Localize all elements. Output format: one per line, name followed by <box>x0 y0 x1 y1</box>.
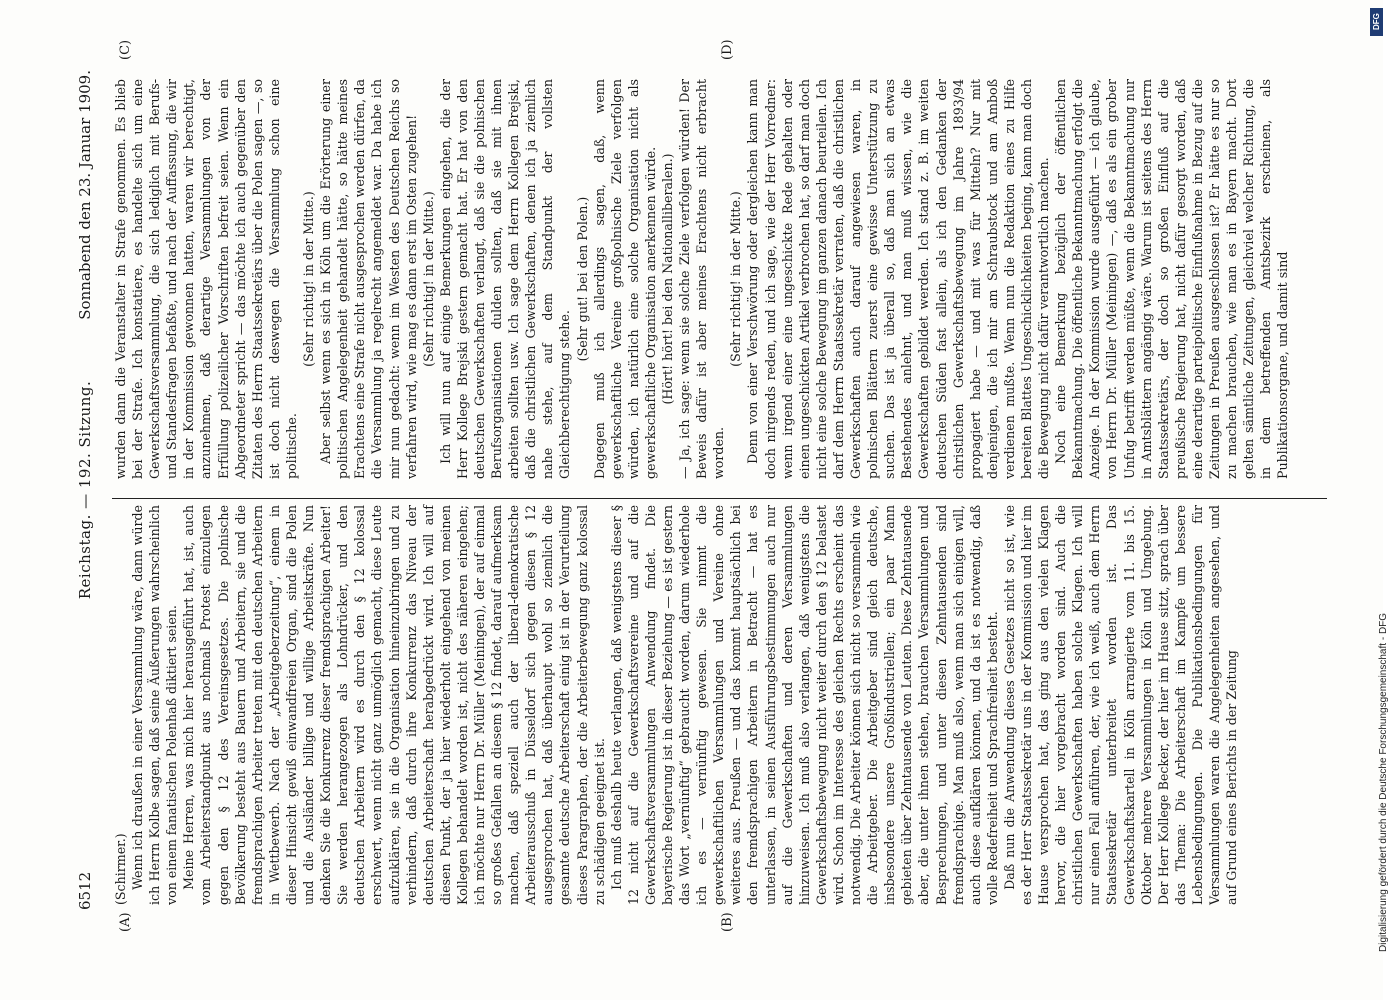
paragraph: Dagegen muß ich allerdings sagen, daß, wenn gewerkschaftliche Vereine großpolnische Ziele verfolgen würden, ich natürlich eine solche Organisation nicht als gewerkschaftliche Organisation anerkennen würde. <box>591 79 658 479</box>
interjection: (Sehr richtig! in der Mitte.) <box>728 191 744 367</box>
paragraph: Aber selbst wenn es sich in Köln um die Erörterung einer politischen Angelegenheit gehandelt hätte, so hätte meines Erachtens eine Strafe nicht ausgesprochen werden dürfen, da die Versammlung ja regelrecht angemeldet war. Da habe ich mir nun gedacht: wenn im Westen des Deutschen Reichs so verfahren wird, wie mag es dann erst im Osten zugehen! <box>318 79 419 479</box>
paragraph: wurden dann die Veranstalter in Strafe genommen. Es blieb bei der Strafe. Ich konstatiere, es handelte sich um eine Gewerkschaftsversammlung, die sich lediglich mit Berufs- und Standesfragen befaßte, und nach der Auffassung, die wir in der Kommission gewonnen hatten, waren wir berechtigt, anzunehmen, daß derartige Versammlungen von der Erfüllung polizeilicher Vorschriften befreit seien. Wenn ein Abgeordneter spricht — das möchte ich auch gegenüber den Zitaten des Herrn Staatssekretärs über die Polen sagen —, so ist doch nicht deswegen die Versammlung schon eine politische. <box>113 79 299 479</box>
paragraph: Ich muß deshalb heute verlangen, daß wenigstens dieser § 12 nicht auf die Gewerkschaftsvereine und auf die Gewerkschaftsversammlungen Anwendung findet. Die bayerische Regierung ist in dieser Beziehung — es ist gestern das Wort „vernünftig“ gebraucht worden, darum wiederhole ich es — vernünftig gewesen. Sie nimmt die gewerkschaftlichen Versammlungen und Vereine ohne weiteres aus. Preußen — und das kommt hauptsächlich bei den fremdsprachigen Arbeitern in Betracht — hat es unterlassen, in seinen Ausführungsbestimmungen auch nur auf die Gewerkschaften und deren Versammlungen hinzuweisen. Ich muß also verlangen, daß wenigstens die Gewerkschaftsbewegung nicht weiter durch den § 12 belastet wird. Schon im Interesse des gleichen Rechts erscheint das notwendig. Die Arbeiter können sich nicht so versammeln wie die Arbeitgeber. Die Arbeitgeber sind gleich deutsche, insbesondere unsere Großindustriellen; ein paar Mann gebieten über Zehntausende von Leuten. Diese Zehntausende aber, die unter ihnen stehen, brauchen Versammlungen und Besprechungen, und unter diesen Zehntausenden sind fremdsprachige. Man muß also, wenn man sich einigen will, auch diese aufklären können, und da ist es notwendig, daß volle Redefreiheit und Sprachfreiheit besteht. <box>608 505 1000 905</box>
paragraph: Noch eine Bemerkung bezüglich der öffentlichen Bekanntmachung. Die öffentliche Bekanntmachung erfolgt die Anzeige. In der Kommission wurde ausgeführt — ich glaube, von Herrn Dr. Müller (Meiningen) —, daß es als ein grober Unfug betrifft werden müßte, wenn die Bekanntmachung nur in Amtsblättern angängig wäre. Warum ist seitens des Herrn Staatssekretärs, der doch so großen Einfluß auf die preußische Regierung hat, nicht dafür gesorgt worden, daß eine derartige parteipolitische Einflußnahme in Bezug auf die Zeitungen in Preußen ausgeschlossen ist? Er hätte es nur so zu machen brauchen, wie man es in Bayern macht. Dort gelten sämtliche Zeitungen, gleichviel welcher Richtung, die in dem betreffenden Amtsbezirk erscheinen, als Publikationsorgane, und damit sind <box>1053 79 1291 479</box>
paragraph: Wenn ich draußen in einer Versammlung wäre, dann würde ich Herrn Kolbe sagen, daß seine Äußerungen wahrscheinlich von einem fanatischen Polenhaß diktiert seien. <box>130 505 180 905</box>
interjection: (Sehr richtig! in der Mitte.) <box>301 191 317 367</box>
page-number: 6512 <box>76 871 94 910</box>
paragraph: — Ja, ich sage: wenn sie solche Ziele verfolgen würden! Der Beweis dafür ist aber meines Erachtens nicht erbracht worden. <box>677 79 727 479</box>
left-column <box>112 505 1240 905</box>
paragraph: Denn von einer Verschwörung oder dergleichen kann man doch nirgends reden, und ich sage, wie der Herr Vorredner: wenn irgend einer eine ungeschickte Rede gehalten oder einen ungeschickten Artikel verbrochen hat, so darf man doch nicht eine solche Bewegung im ganzen danach beurteilen. Ich darf dem Herrn Staatssekretär verraten, daß die christlichen Gewerkschaften auch darauf angewiesen waren, in polnischen Blättern zuerst eine gewisse Unterstützung zu suchen. Das ist ja überall so, daß man sich an etwas Bestehendes anlehnt, und man muß wissen, wie die Gewerkschaften gebildet werden. Ich stand z. B. im weiten deutschen Süden fast allein, als ich den Gedanken der christlichen Gewerkschaftsbewegung im Jahre 1893/94 propagiert habe — und mit was für Mitteln? Nur mit denjenigen, die ich mir am Schraubstock und am Amboß verdienen mußte. Wenn nun die Redaktion eines zu Hilfe bereiten Blattes Ungeschicklichkeiten beging, kann man doch die Bewegung nicht dafür verantwortlich machen. <box>745 79 1052 479</box>
interjection: (Hört! hört! bei den Nationalliberalen.) <box>660 153 675 405</box>
column-rule <box>112 498 1327 499</box>
page-header <box>70 70 98 910</box>
session-title: Reichstag. — 192. Sitzung. <box>76 380 94 600</box>
paragraph: Meine Herren, was mich hier herausgeführt hat, ist, auch vom Arbeiterstandpunkt aus nochmals Protest einzulegen gegen den § 12 des Vereinsgesetzes. Die polnische Bevölkerung besteht aus Bauern und Arbeitern, sie und die fremdsprachigen Arbeiter treten mit den deutschen Arbeitern in Wettbewerb. Nach der „Arbeitgeberzeitung“, einem in dieser Hinsicht gewiß einwandfreien Organ, sind die Polen und die Ausländer billige und willige Arbeitskräfte. Nun denken Sie die Konkurrenz dieser fremdsprachigen Arbeiter! Sie werden herangezogen als Lohndrücker, und den deutschen Arbeitern wird es durch den § 12 kolossal erschwert, wenn nicht ganz unmöglich gemacht, diese Leute aufzuklären, sie in die Organisation hineinzubringen und zu verhindern, daß durch ihre Konkurrenz das Niveau der deutschen Arbeiterschaft herabgedrückt wird. Ich will auf diesen Punkt, der ja hier wiederholt eingehend von meinen Kollegen behandelt worden ist, nicht des näheren eingehen; ich möchte nur Herrn Dr. Müller (Meiningen), der auf einmal so großes Gefallen an diesem § 12 findet, darauf aufmerksam machen, daß speziell auch der liberal-demokratische Arbeiterausschuß in Düsseldorf sich gegen diesen § 12 ausgesprochen hat, daß überhaupt wohl so ziemlich die gesamte deutsche Arbeiterschaft einig ist in der Verurteilung dieses Paragraphen, der die Arbeiterbewegung ganz kolossal zu schädigen geeignet ist. <box>181 505 607 905</box>
interjection: (Sehr gut! bei den Polen.) <box>574 196 590 362</box>
paragraph: Ich will nun auf einige Bemerkungen eingehen, die der Herr Kollege Brejski gestern gemacht hat. Er hat von den deutschen Gewerkschaften verlangt, daß sie die polnischen Berufsorganisationen dulden sollten, daß sie mit ihnen arbeiten sollten usw. Ich sage dem Herrn Kollegen Brejski, daß die christlichen Gewerkschaften, denen ich ja ziemlich nahe stehe, auf dem Standpunkt der vollsten Gleichberechtigung stehe. <box>437 79 573 479</box>
margin-marker-c: (C) <box>118 39 133 60</box>
margin-marker-a: (A) <box>118 912 133 932</box>
margin-marker-d: (D) <box>720 39 735 60</box>
right-column <box>112 79 1291 479</box>
interjection: (Sehr richtig! in der Mitte.) <box>420 191 436 367</box>
speaker-name: (Schirmer.) <box>113 833 128 905</box>
dfg-logo: DFG <box>1370 8 1383 36</box>
session-date: Sonnabend den 23. Januar 1909. <box>76 70 94 320</box>
paragraph: Daß nun die Anwendung dieses Gesetzes nicht so ist, wie es der Herr Staatssekretär uns in der Kommission und hier im Hause versprochen hat, das ging aus den vielen Klagen hervor, die hier vorgebracht worden sind. Auch die christlichen Gewerkschaften haben solche Klagen. Ich will nur einen Fall anführen, der, wie ich weiß, auch dem Herrn Staatssekretär unterbreitet worden ist. Das Gewerkschaftskartell in Köln arrangierte vom 11. bis 15. Oktober mehrere Versammlungen in Köln und Umgebung. Der Herr Kollege Becker, der hier im Hause sitzt, sprach über das Thema: Die Arbeiterschaft im Kampfe um bessere Lebensbedingungen. Die Publikationsbedingungen für Versammlungen waren die Angelegenheiten angesehen, und auf Grund eines Berichts in der Zeitung <box>1001 505 1240 905</box>
digitization-credit <box>1372 0 1394 1000</box>
margin-marker-b: (B) <box>720 912 735 932</box>
digitization-credit-text: Digitalisierung gefördert durch die Deutsche Forschungsgemeinschaft - DFG <box>1378 612 1389 952</box>
